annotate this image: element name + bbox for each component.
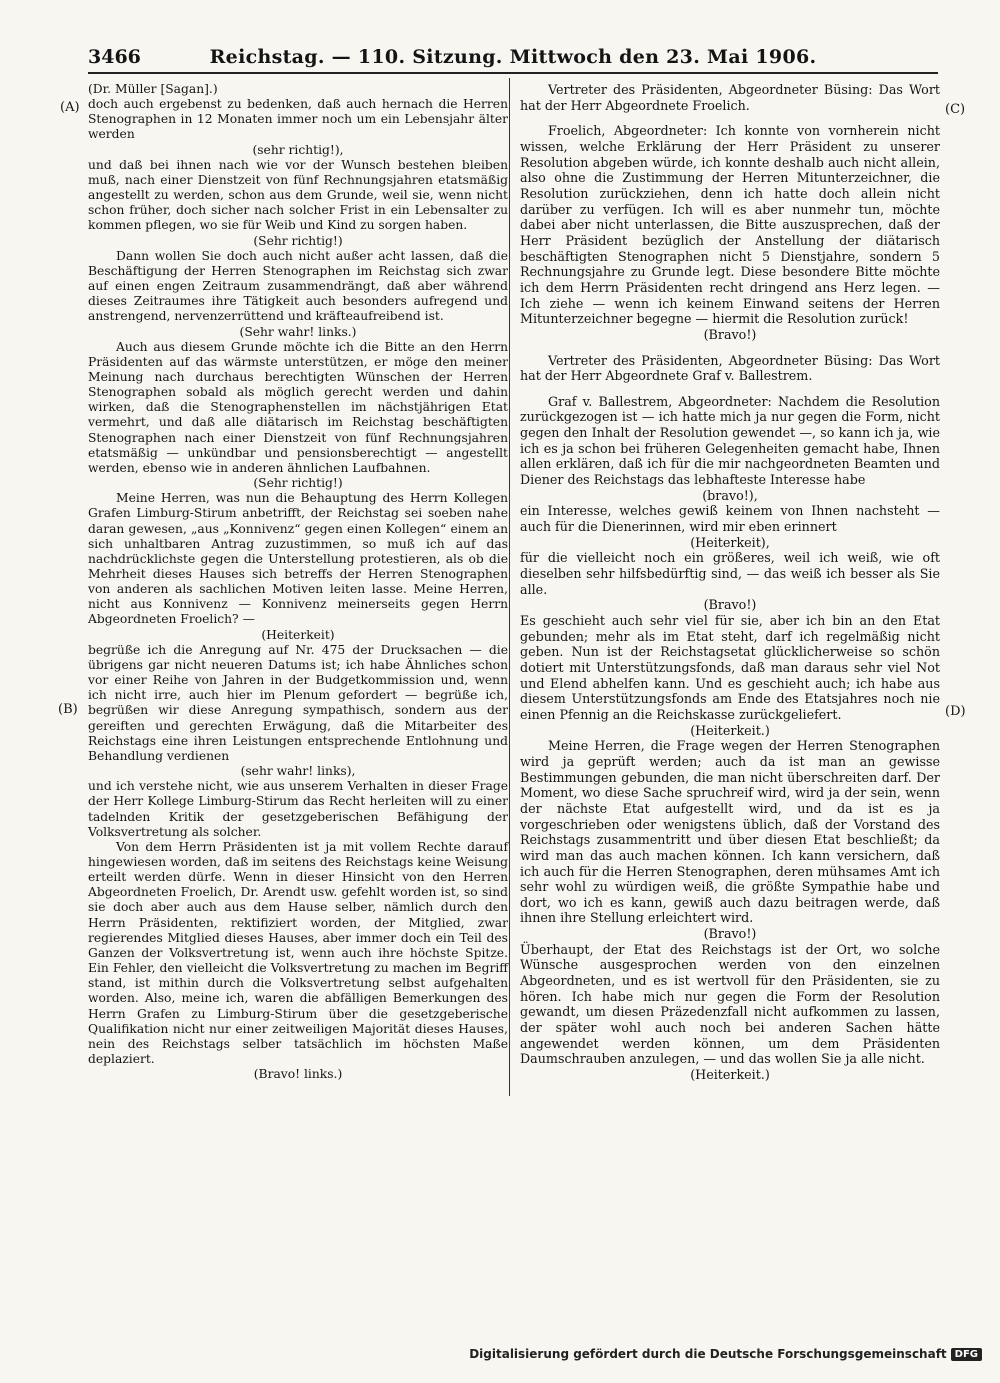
paragraph: und daß bei ihnen nach wie vor der Wunsch bestehen bleiben muß, nach einer Dienstzeit von fünf Rechnungsjahren etatsmäßig angestellt zu werden, schon aus dem Grunde, weil sie, wenn nicht schon früher, doch sicher nach solcher Frist in ein Lebensalter zu kommen pflegen, wo sie für Weib und Kind zu sorgen haben. <box>88 157 508 233</box>
chair-statement: Vertreter des Präsidenten, Abgeordneter Büsing: Das Wort hat der Herr Abgeordnete Froelich. <box>520 82 940 113</box>
page-number: 3466 <box>88 46 141 68</box>
interjection: (Heiterkeit.) <box>690 1067 770 1083</box>
paragraph-gap <box>520 343 940 353</box>
paragraph-gap <box>520 384 940 394</box>
interjection: (Heiterkeit), <box>690 534 770 550</box>
footer-text: Digitalisierung gefördert durch die Deutsche Forschungsgemeinschaft <box>469 1347 947 1361</box>
paragraph: begrüße ich die Anregung auf Nr. 475 der Drucksachen — die übrigens gar nicht neueren Datums ist; ich habe Ähnliches schon vor einer Reihe von Jahren in der Budgetkommission und, wenn ich nicht irre, auch hier im Plenum gefordert — begrüße ich, begrüßen wir diese Anregung sympathisch, sondern aus der gereiften und gerechten Erwägung, daß die Mitarbeiter des Reichstags eine ihren Leistungen entsprechende Entlohnung und Behandlung verdienen <box>88 642 508 763</box>
dfg-logo: DFG <box>951 1348 982 1361</box>
paragraph: und ich verstehe nicht, wie aus unserem Verhalten in dieser Frage der Herr Kollege Limburg-Stirum das Recht herleiten will zu einer tadelnden Kritik der gesetzgeberischen Befähigung der Volksvertretung als solcher. <box>88 779 508 839</box>
interjection: (Bravo!) <box>703 326 757 342</box>
speech-ballestrem: Graf v. Ballestrem, Abgeordneter: Nachdem die Resolution zurückgezogen ist — ich hatte mich ja nur gegen die Form, nicht gegen den Inhalt der Resolution gewendet —, so kann ich ja, wie ich es ja schon bei früheren Gelegenheiten gemacht habe, Ihnen allen erklären, daß ich für die mir nachgeordneten Beamten und Diener des Reichstags das lebhafteste Interesse habe <box>520 393 940 488</box>
paragraph: Von dem Herrn Präsidenten ist ja mit vollem Rechte darauf hingewiesen worden, daß im seitens des Reichstags keine Weisung erteilt werden dürfe. Wenn in dieser Hinsicht von den Herren Abgeordneten Froelich, Dr. Arendt usw. gefehlt worden ist, so sind sie doch aber auch aus dem Hause selber, nämlich durch den Herrn Präsidenten, rektifiziert worden, der Mitglied, zwar regierendes Mitglied dieses Hauses, aber immer doch ein Teil des Ganzen der Volksvertretung ist, wenn auch ihre höchste Spitze. Ein Fehler, den vielleicht die Volksvertretung zu machen im Begriff stand, ist mithin durch die Volksvertretung selbst aufgehalten worden. Also, meine ich, waren die abfälligen Bemerkungen des Herrn Grafen zu Limburg-Stirum über die gesetzgeberische Qualifikation nicht nur einer zeitweiligen Majorität dieses Hauses, nein des Reichstags selber tatsächlich im höchsten Maße deplaziert. <box>88 839 508 1066</box>
page-header <box>88 44 938 74</box>
interjection: (Heiterkeit) <box>261 627 335 642</box>
interjection: (Sehr richtig!) <box>253 476 343 491</box>
column-divider <box>509 78 510 1096</box>
interjection: (Sehr richtig!) <box>253 233 343 248</box>
interjection: (sehr richtig!), <box>252 142 344 157</box>
interjection: (Bravo! links.) <box>253 1067 343 1082</box>
margin-mark-d: (D) <box>945 704 966 719</box>
chair-statement: Vertreter des Präsidenten, Abgeordneter Büsing: Das Wort hat der Herr Abgeordnete Graf v. Ballestrem. <box>520 352 940 384</box>
paragraph: ein Interesse, welches gewiß keinem von Ihnen nachsteht — auch für die Dienerinnen, wird mir eben erinnert <box>520 503 940 535</box>
interjection: (Sehr wahr! links.) <box>239 324 357 339</box>
margin-mark-a: (A) <box>60 100 80 115</box>
interjection: (bravo!), <box>702 487 758 503</box>
margin-mark-b: (B) <box>58 702 78 717</box>
paragraph: Überhaupt, der Etat des Reichstags ist der Ort, wo solche Wünsche ausgesprochen werden von den einzelnen Abgeordneten, und es ist wertvoll für den Präsidenten, sie zu hören. Ich habe mich nur gegen die Form der Resolution gewandt, um diesen Präzedenzfall nicht aufkommen zu lassen, der später wohl auch noch bei anderen Sachen hätte angewendet werden können, um dem Präsidenten Daumschrauben anzulegen, — und das wollen Sie ja alle nicht. <box>520 941 940 1067</box>
paragraph: Dann wollen Sie doch auch nicht außer acht lassen, daß die Beschäftigung der Herren Stenographen im Reichstag sich zwar auf einen engen Zeitraum zusammendrängt, daß aber während dieses Zeitraumes ihre Tätigkeit auch besonders aufregend und anstrengend, nervenzerrüttend und kräfteaufreibend ist. <box>88 248 508 324</box>
interjection: (Bravo!) <box>703 597 757 613</box>
paragraph-gap <box>520 113 940 123</box>
left-column <box>88 82 508 1082</box>
paragraph: Meine Herren, die Frage wegen der Herren Stenographen wird ja geprüft werden; auch da ist man an gewisse Bestimmungen gebunden, die man nicht überschreiten darf. Der Moment, wo diese Sache spruchreif wird, wird ja der sein, wenn der nächste Etat aufgestellt wird, und da ist es ja vorgeschrieben oder wenigstens üblich, daß der Vorstand des Reichstags zusammentritt und über diesen Etat beschließt; da wird man das auch machen können. Ich kann versichern, daß ich auch für die Herren Stenographen, deren mühsames Amt ich sehr wohl zu würdigen weiß, die größte Sympathie habe und dort, wo ich es kann, gewiß auch dazu beitragen werde, daß ihnen ihre Stellung erleichtert wird. <box>520 738 940 926</box>
speech-froelich: Froelich, Abgeordneter: Ich konnte von vornherein nicht wissen, welche Erklärung der Herr Präsident zu unserer Resolution abgeben würde, ich konnte deshalb auch nicht allein, also ohne die Zustimmung der Herren Mitunterzeichner, die Resolution zurückziehen, denn ich hatte doch allein nicht darüber zu verfügen. Ich will es aber nunmehr tun, möchte dabei aber nicht unterlassen, die Bitte auszusprechen, daß der Herr Präsident bezüglich der Anstellung der diätarisch beschäftigten Stenographen nicht 5 Dienstjahre, sondern 5 Rechnungsjahre zu Grunde legt. Diese besondere Bitte möchte ich dem Herrn Präsidenten recht dringend ans Herz legen. — Ich ziehe — wenn ich keinem Einwand seitens der Herren Mitunterzeichner begegne — hiermit die Resolution zurück! <box>520 123 940 327</box>
interjection: (Heiterkeit.) <box>690 722 770 738</box>
paragraph: Meine Herren, was nun die Behauptung des Herrn Kollegen Grafen Limburg-Stirum anbetrifft, der Reichstag sei soeben nahe daran gewesen, „aus „Konnivenz“ gegen einen Kollegen“ einem an sich unhaltbaren Antrag zuzustimmen, so muß ich auf das nachdrücklichste gegen die Unterstellung protestieren, als ob die Mehrheit dieses Hauses sich betreffs der Herren Stenographen von anderen als sachlichen Motiven leiten lasse. Meine Herren, nicht aus Konnivenz — Konnivenz meinerseits gegen Herrn Abgeordneten Froelich? — <box>88 491 508 627</box>
margin-mark-c: (C) <box>945 102 966 117</box>
paragraph: Auch aus diesem Grunde möchte ich die Bitte an den Herrn Präsidenten auf das wärmste unterstützen, er möge den meiner Meinung nach durchaus berechtigten Wünschen der Herren Stenographen sobald als möglich gerecht werden und dahin wirken, daß die Stenographenstellen im nächstjährigen Etat vermehrt, und daß alle diätarisch im Reichstag beschäftigten Stenographen nach einer Dienstzeit von fünf Rechnungsjahren etatsmäßig — unkündbar und pensionsberechtigt — angestellt werden, ebenso wie in anderen ähnlichen Laufbahnen. <box>88 339 508 475</box>
right-column <box>520 82 940 1083</box>
running-head: Reichstag. — 110. Sitzung. Mittwoch den 23. Mai 1906. <box>209 46 817 68</box>
paragraph: doch auch ergebenst zu bedenken, daß auch hernach die Herren Stenographen in 12 Monaten immer noch um ein Lebensjahr älter werden <box>88 97 508 142</box>
speaker-continuation: (Dr. Müller [Sagan].) <box>88 82 218 96</box>
interjection: (sehr wahr! links), <box>240 764 356 779</box>
digitization-footer <box>469 1344 982 1364</box>
paragraph: für die vielleicht noch ein größeres, weil ich weiß, wie oft dieselben sehr hilfsbedürftig sind, — das weiß ich besser als Sie alle. <box>520 550 940 597</box>
paragraph: Es geschieht auch sehr viel für sie, aber ich bin an den Etat gebunden; mehr als im Etat steht, darf ich regelmäßig nicht geben. Nun ist der Reichstagsetat glücklicherweise so schön dotiert mit Unterstützungsfonds, daß man daraus sehr viel Not und Elend abhelfen kann. Und es geschieht auch; ich habe aus diesem Unterstützungsfonds am Ende des Etatsjahres noch nie einen Pfennig an die Reichskasse zurückgeliefert. <box>520 613 940 722</box>
interjection: (Bravo!) <box>703 926 757 942</box>
